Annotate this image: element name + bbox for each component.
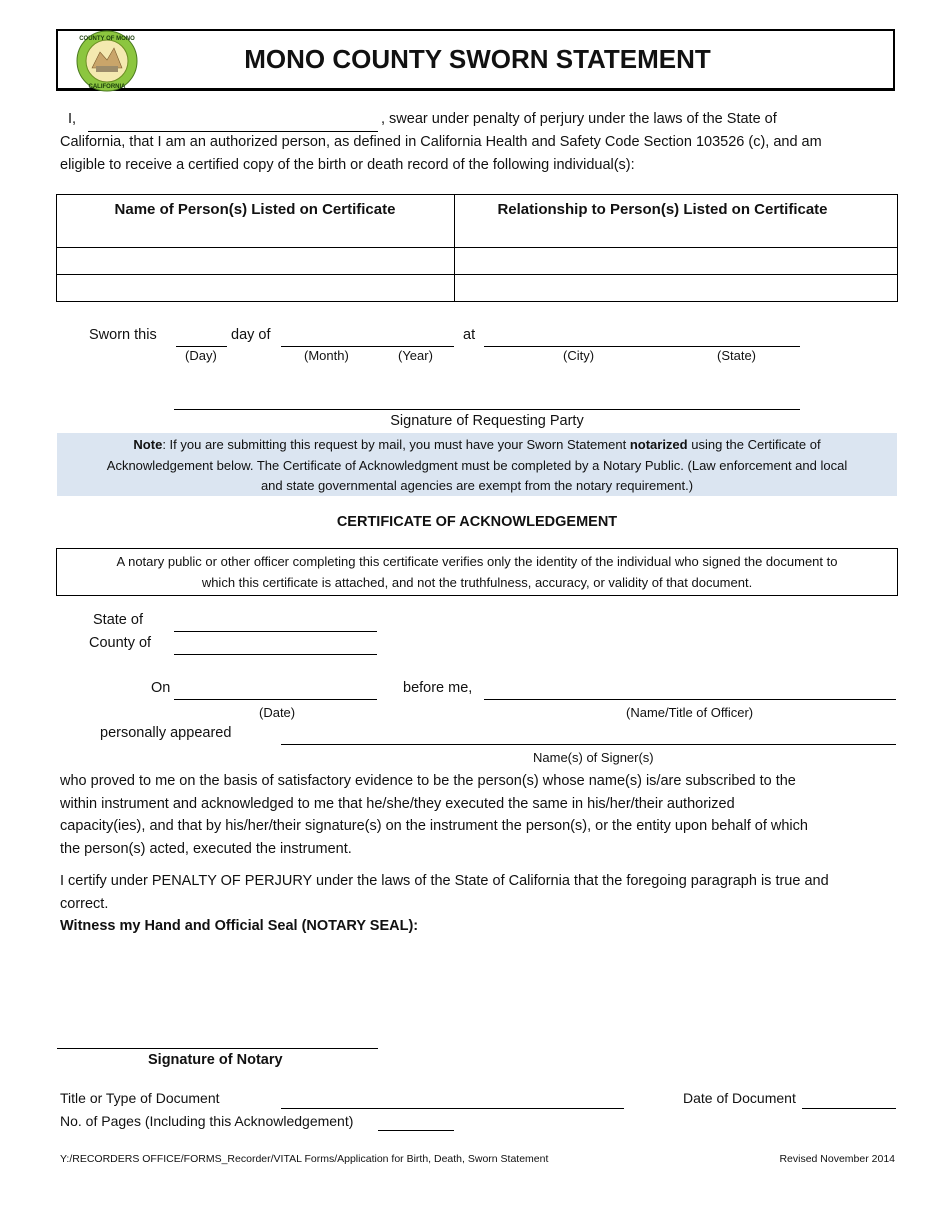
intro-line2: California, that I am an authorized person, as defined in California Health and Safety Code Section 103526 (c), and am bbox=[60, 134, 822, 150]
certificate-heading: CERTIFICATE OF ACKNOWLEDGEMENT bbox=[336, 514, 618, 530]
disclaimer-line1: A notary public or other officer completing this certificate verifies only the identity of the individual who signed the document to bbox=[116, 554, 838, 569]
day-field[interactable] bbox=[176, 346, 227, 347]
table-cell-name-2[interactable] bbox=[57, 275, 454, 301]
para1-line4: the person(s) acted, executed the instrument. bbox=[60, 841, 352, 858]
signature-of-notary-label: Signature of Notary bbox=[148, 1052, 283, 1068]
sworn-this-label: Sworn this bbox=[89, 327, 157, 343]
para1-line3: capacity(ies), and that by his/her/their signature(s) on the instrument the person(s), or the entity upon behalf of which bbox=[60, 818, 808, 835]
proof-paragraph bbox=[60, 770, 808, 861]
signers-caption: Name(s) of Signer(s) bbox=[533, 750, 654, 765]
state-of-label: State of bbox=[93, 612, 143, 628]
notary-signature-line[interactable] bbox=[57, 1048, 378, 1049]
note-text-bold: notarized bbox=[629, 437, 688, 452]
note-text bbox=[57, 435, 897, 497]
date-of-document-label: Date of Document bbox=[683, 1090, 796, 1106]
city-state-field[interactable] bbox=[484, 346, 800, 347]
officer-field[interactable] bbox=[484, 699, 896, 700]
certificate-disclaimer bbox=[57, 552, 897, 593]
title-type-field[interactable] bbox=[281, 1108, 624, 1109]
witness-label: Witness my Hand and Official Seal (NOTARY SEAL): bbox=[60, 918, 419, 934]
day-of-label: day of bbox=[231, 327, 271, 343]
para1-line2: within instrument and acknowledged to me that he/she/they executed the same in his/her/their authorized bbox=[60, 795, 735, 812]
intro-line3: eligible to receive a certified copy of the birth or death record of the following individual(s): bbox=[60, 157, 635, 173]
county-field[interactable] bbox=[174, 654, 377, 655]
page-title: MONO COUNTY SWORN STATEMENT bbox=[244, 44, 711, 74]
at-label: at bbox=[463, 327, 476, 343]
footer-revised: Revised November 2014 bbox=[779, 1153, 895, 1165]
note-text-b: using the Certificate of bbox=[687, 437, 821, 452]
signature-requesting-party-caption: Signature of Requesting Party bbox=[390, 413, 584, 429]
date-caption: (Date) bbox=[259, 705, 296, 720]
table-header-relationship: Relationship to Person(s) Listed on Certificate bbox=[497, 201, 828, 218]
date-of-document-field[interactable] bbox=[802, 1108, 896, 1109]
county-seal-logo bbox=[72, 30, 142, 92]
table-cell-relationship-2[interactable] bbox=[455, 275, 897, 301]
state-field[interactable] bbox=[174, 631, 377, 632]
intro-i-label: I, bbox=[68, 111, 77, 127]
county-of-label: County of bbox=[89, 635, 152, 651]
city-caption: (City) bbox=[563, 348, 595, 363]
requesting-party-signature-line[interactable] bbox=[174, 409, 800, 410]
num-pages-label: No. of Pages (Including this Acknowledgement) bbox=[60, 1113, 354, 1129]
note-line3: and state governmental agencies are exempt from the notary requirement.) bbox=[260, 478, 694, 493]
num-pages-field[interactable] bbox=[378, 1130, 454, 1131]
personally-appeared-label: personally appeared bbox=[100, 725, 232, 741]
title-type-label: Title or Type of Document bbox=[60, 1090, 220, 1106]
table-cell-relationship-1[interactable] bbox=[455, 248, 897, 274]
day-caption: (Day) bbox=[185, 348, 217, 363]
note-text-a: : If you are submitting this request by mail, you must have your Sworn Statement bbox=[162, 437, 630, 452]
notary-seal-area[interactable] bbox=[90, 945, 880, 1045]
table-cell-name-1[interactable] bbox=[57, 248, 454, 274]
requester-name-line[interactable] bbox=[88, 131, 378, 132]
on-label: On bbox=[151, 680, 171, 696]
before-me-label: before me, bbox=[403, 680, 473, 696]
signers-field[interactable] bbox=[281, 744, 896, 745]
date-field[interactable] bbox=[174, 699, 377, 700]
para2-line2: correct. bbox=[60, 895, 109, 912]
disclaimer-line2: which this certificate is attached, and not the truthfulness, accuracy, or validity of that document. bbox=[201, 574, 753, 590]
note-label: Note bbox=[133, 437, 163, 452]
month-year-field[interactable] bbox=[281, 346, 454, 347]
certify-paragraph bbox=[60, 870, 829, 938]
state-caption: (State) bbox=[717, 348, 757, 363]
officer-caption: (Name/Title of Officer) bbox=[626, 705, 754, 720]
year-caption: (Year) bbox=[398, 348, 433, 363]
svg-text:CALIFORNIA: CALIFORNIA bbox=[88, 84, 126, 90]
table-header-name: Name of Person(s) Listed on Certificate bbox=[114, 201, 396, 218]
note-line2: Acknowledgement below. The Certificate of Acknowledgment must be completed by a Notary Public. (Law enforcement and local bbox=[106, 457, 848, 473]
svg-text:COUNTY OF MONO: COUNTY OF MONO bbox=[79, 36, 135, 42]
intro-line1: , swear under penalty of perjury under the laws of the State of bbox=[381, 111, 777, 127]
para2-line1: I certify under PENALTY OF PERJURY under the laws of the State of California that the foregoing paragraph is true and bbox=[60, 873, 829, 889]
month-caption: (Month) bbox=[304, 348, 349, 363]
footer-path: Y:/RECORDERS OFFICE/FORMS_Recorder/VITAL Forms/Application for Birth, Death, Sworn Statement bbox=[60, 1153, 549, 1165]
para1-line1: who proved to me on the basis of satisfactory evidence to be the person(s) whose name(s) is/are subscribed to the bbox=[60, 773, 796, 789]
